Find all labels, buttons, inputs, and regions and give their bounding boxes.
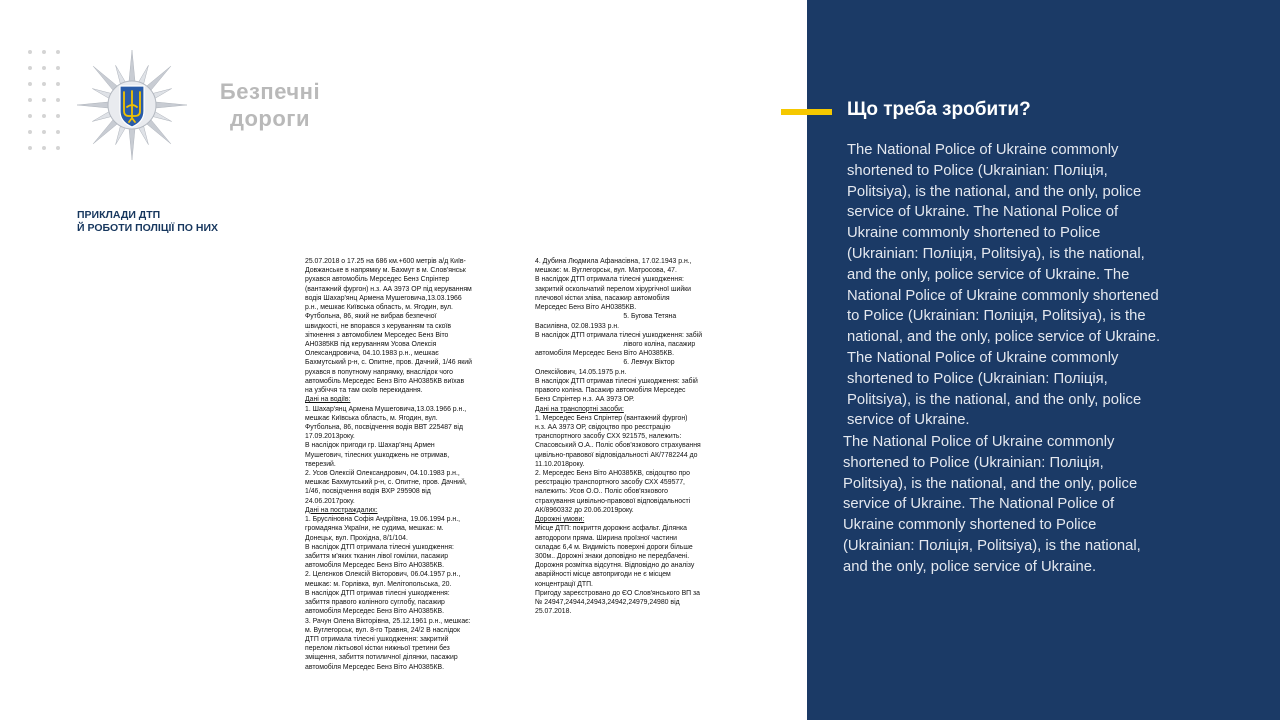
report-line: 1. Шахар'янц Армена Мушеговича,13.03.1966 р.н., — [305, 403, 467, 413]
report-line: страхування цивільно-правової відповідальності — [535, 495, 691, 505]
report-line: Місце ДТП: покриття дорожнє асфальт. Ділянка — [535, 523, 687, 533]
report-line: рухався в попутному напрямку, внаслідок чого — [305, 366, 453, 376]
dot — [28, 98, 32, 102]
dot — [42, 130, 46, 134]
panel-line: service of Ukraine. — [847, 412, 970, 429]
panel-paragraph-2 — [843, 432, 1141, 578]
panel-line: The National Police of Ukraine commonly — [847, 349, 1119, 366]
report-line: 1/46, посвідчення водія ВХР 295908 від — [305, 486, 431, 496]
report-line: громадянка України, не судима, мешкає: м. — [305, 523, 444, 533]
report-line: 2. Усов Олексій Олександрович, 04.10.1983 р.н., — [305, 468, 460, 478]
dot — [56, 130, 60, 134]
report-line: Дані на транспортні засоби: — [535, 403, 624, 413]
dot — [42, 98, 46, 102]
dot — [42, 82, 46, 86]
panel-paragraph-1 — [847, 140, 1160, 431]
report-line: Дорожні умови: — [535, 514, 585, 524]
report-line: 1. Мерседес Бенз Спрінтер (вантажний фургон) — [535, 412, 688, 422]
dot — [42, 114, 46, 118]
report-line: мешкає Київська область, м. Ягодин, вул. — [305, 412, 438, 422]
report-line: концентрації ДТП. — [535, 578, 593, 588]
section-title-line-1: ПРИКЛАДИ ДТП — [77, 209, 161, 221]
dot — [56, 114, 60, 118]
report-line: м. Вуглегорськ, вул. 8-го Травня, 24/2 В наслідок — [305, 624, 461, 634]
report-line: автомобіля Мерседес Бенз Віто АН0385КВ. — [305, 661, 445, 671]
report-line: В наслідок ДТП отримав тілесні ушкодження: — [305, 587, 450, 597]
report-line: АН0385КВ під керуванням Усова Олексія — [305, 338, 437, 348]
dot — [28, 66, 32, 70]
section-title-line-2: Й РОБОТИ ПОЛІЦІЇ ПО НИХ — [77, 222, 218, 234]
report-line: тверезий. — [305, 458, 336, 468]
report-line: Донецьк, вул. Прохідна, 8/1/104. — [305, 532, 408, 542]
incident-report-column-left — [305, 256, 472, 671]
dot — [28, 130, 32, 134]
report-line: перелом ліктьової кістки нижньої третини без — [305, 643, 450, 653]
report-line: Дані на постраждалих: — [305, 504, 378, 514]
report-line: на узбіччя та там скоїв перекидання. — [305, 385, 423, 395]
report-line: АК/8960332 до 20.06.2019року. — [535, 504, 634, 514]
report-line: Мерседес Бенз Віто АН0385КВ. — [535, 302, 637, 312]
report-line: Дорожня розмітка відсутня. Відповідно до аналізу — [535, 560, 695, 570]
report-line: Футбольна, 86, який не вибрав безпечної — [305, 311, 437, 321]
panel-line: (Ukrainian: Поліція, Politsiya), is the national, — [843, 537, 1141, 554]
report-line: закритий оскольчатий перелом хірургічної шийки — [535, 283, 692, 293]
panel-line: The National Police of Ukraine commonly — [843, 434, 1115, 450]
report-line: (вантажний фургон) н.з. АА 3973 ОР під керуванням — [305, 283, 472, 293]
panel-title: Що треба зробити? — [847, 99, 1031, 120]
report-line: цивільно-правової відповідальності АК/7782244 до — [535, 449, 698, 459]
report-line: зміщення, забиття потиличної ділянки, пасажир — [305, 652, 458, 662]
report-line: Довжанське в напрямку м. Бахмут в м. Слов'янськ — [305, 265, 466, 275]
report-line: р.н., мешкає Київська область, м. Ягодин, вул. — [305, 302, 453, 312]
report-line: Олексійович, 14.05.1975 р.н. — [535, 366, 627, 376]
report-line: автодороги пряма. Ширина проїзної частини — [535, 532, 678, 542]
report-line: належить: Усов О.О.. Поліс обов'язкового — [535, 486, 668, 496]
report-line: 2. Целєнков Олексій Вікторович, 06.04.1957 р.н., — [305, 569, 461, 579]
report-line: 24.06.2017року. — [305, 495, 355, 505]
report-line: швидкості, не впорався з керуванням та скоїв — [305, 320, 452, 330]
dot — [42, 66, 46, 70]
brand-line-2: дороги — [230, 106, 310, 131]
report-line: № 24947,24944,24943,24942,24979,24980 від — [535, 597, 680, 607]
panel-line: National Police of Ukraine commonly shortened — [847, 287, 1159, 304]
report-line: автомобіля Мерседес Бенз Віто АН0385КВ. — [535, 348, 675, 358]
report-line: В наслідок ДТП отримала тілесні ушкодження: — [535, 274, 684, 284]
dot — [28, 114, 32, 118]
report-line: 300м.. Дорожні знаки доповідно не передбачені. — [535, 551, 690, 560]
report-line: 17.09.2013року. — [305, 431, 355, 441]
panel-line: national, and the only, police service of Ukraine. — [847, 329, 1161, 346]
report-line: Бахмутський р-н, с. Опитне, пров. Дачний, 1/46 який — [305, 357, 472, 367]
report-line: 4. Дубина Людмила Афанасівна, 17.02.1943 р.н., — [535, 256, 692, 265]
report-line: зіткнення з автомобілем Мерседес Бенз Віто — [305, 329, 449, 339]
report-line: водія Шахар'янц Армена Мушеговича,13.03.1966 — [305, 292, 462, 302]
dot — [28, 50, 32, 54]
dot — [56, 66, 60, 70]
report-line: плечової кістки зліва, пасажир автомобіля — [535, 292, 670, 302]
panel-line: Ukraine commonly shortened to Police — [847, 225, 1101, 242]
panel-line: service of Ukraine. The National Police of — [843, 496, 1115, 513]
report-line: 3. Рачун Олена Вікторівна, 25.12.1961 р.н., мешкає: — [305, 615, 471, 625]
report-line: автомобіля Мерседес Бенз Віто АН0385КВ. — [305, 560, 445, 570]
report-line: Бенз Спрінтер н.з. АА 3973 ОР. — [535, 394, 635, 404]
report-line: ДТП отримала тілесні ушкодження: закритий — [305, 633, 449, 643]
panel-line: shortened to Police (Ukrainian: Поліція, — [847, 370, 1108, 387]
panel-line: Politsiya), is the national, and the only, police — [847, 183, 1142, 200]
report-line: 2. Мерседес Бенз Віто АН0385КВ, свідоцтво про — [535, 468, 690, 478]
report-line: правого коліна. Пасажир автомобіля Мерседес — [535, 385, 686, 395]
report-line: забиття м'яких тканин лівої гомілки, пасажир — [305, 551, 449, 560]
police-star-emblem-icon — [74, 48, 190, 162]
report-line: Мушегович, тілесних ушкоджень не отримав, — [305, 449, 450, 459]
panel-line: Politsiya), is the national, and the only, police — [847, 391, 1142, 408]
panel-line: and the only, police service of Ukraine. — [843, 558, 1097, 575]
report-line: 25.07.2018 о 17.25 на 686 км.+600 метрів а/д Київ- — [305, 256, 466, 265]
report-line: 25.07.2018. — [535, 606, 572, 616]
accent-bar — [781, 109, 832, 115]
panel-line: Ukraine commonly shortened to Police — [843, 517, 1097, 534]
report-line: Спасовський О.А.. Поліс обов'язкового страхування — [535, 440, 701, 450]
dot — [56, 82, 60, 86]
incident-report-column-right — [535, 256, 702, 616]
report-line: рухався автомобіль Мерседес Бенз Спрінтер — [305, 274, 450, 284]
report-line: Дані на водіїв: — [305, 394, 351, 404]
report-line: н.з. АА 3973 ОР, свідоцтво про реєстрацію — [535, 421, 671, 431]
report-line: автомобіль Мерседес Бенз Віто АН0385КВ виїхав — [305, 375, 465, 385]
report-line: 6. Левчук Віктор — [623, 357, 675, 367]
dot — [42, 146, 46, 150]
dot — [28, 82, 32, 86]
brand-line-1: Безпечні — [219, 79, 321, 104]
panel-line: to Police (Ukrainian: Поліція, Politsiya), is the — [847, 308, 1146, 325]
report-line: мешкає Бахмутський р-н, с. Опитне, пров. Дачний, — [305, 477, 467, 487]
panel-line: shortened to Police (Ukrainian: Поліція, — [843, 454, 1104, 471]
report-line: В наслідок ДТП отримала тілесні ушкодження: — [305, 541, 454, 551]
report-line: реєстрацію транспортного засобу СХХ 459577, — [535, 477, 685, 487]
report-line: забиття правого колінного суглобу, пасажир — [305, 597, 445, 607]
brand-title — [200, 78, 340, 132]
report-line: складає 6,4 м. Видимість поверхні дороги більше — [535, 541, 693, 551]
report-line: мешкає: м. Горлівка, вул. Мелітопольська, 20. — [305, 578, 452, 588]
dot — [42, 50, 46, 54]
report-line: Футбольна, 86, посвідчення водія ВВТ 225487 від — [305, 421, 463, 431]
report-line: транспортного засобу СХХ 921575, належить: — [535, 431, 682, 441]
report-line: Пригоду зареєстровано до ЄО Слов'янського ВП за — [535, 587, 700, 597]
report-line: Олександровича, 04.10.1983 р.н., мешкає — [305, 348, 439, 358]
report-line: Василівна, 02.08.1933 р.н. — [535, 320, 620, 330]
dot — [28, 146, 32, 150]
panel-line: and the only, police service of Ukraine. The — [847, 266, 1130, 283]
panel-line: The National Police of Ukraine commonly — [847, 142, 1119, 158]
dot-grid-decoration — [28, 50, 68, 160]
panel-line: Politsiya), is the national, and the only, police — [843, 475, 1138, 492]
report-line: В наслідок ДТП отримала тілесні ушкодження: забій — [535, 329, 703, 339]
panel-line: shortened to Police (Ukrainian: Поліція, — [847, 162, 1108, 179]
dot — [56, 98, 60, 102]
dot — [56, 50, 60, 54]
panel-line: service of Ukraine. The National Police of — [847, 204, 1119, 221]
report-line: автомобіля Мерседес Бенз Віто АН0385КВ. — [305, 606, 445, 616]
report-line: мешкає: м. Вуглегорськ, вул. Матросова, 47. — [535, 265, 677, 275]
report-line: 11.10.2018року. — [535, 458, 585, 468]
panel-line: (Ukrainian: Поліція, Politsiya), is the national, — [847, 245, 1145, 262]
report-line: аварійності місце автопригоди не є місцем — [535, 569, 671, 579]
section-title — [77, 209, 218, 235]
report-line: В наслідок пригоди гр. Шахар'янц Армен — [305, 440, 435, 450]
report-line: 1. Брусліновна Софія Андріївна, 19.06.1994 р.н., — [305, 514, 461, 524]
report-line: лівого коліна, пасажир — [623, 338, 696, 348]
dot — [56, 146, 60, 150]
report-line: 5. Бугова Тетяна — [623, 311, 677, 321]
report-line: В наслідок ДТП отримав тілесні ушкодження: забій — [535, 375, 698, 385]
